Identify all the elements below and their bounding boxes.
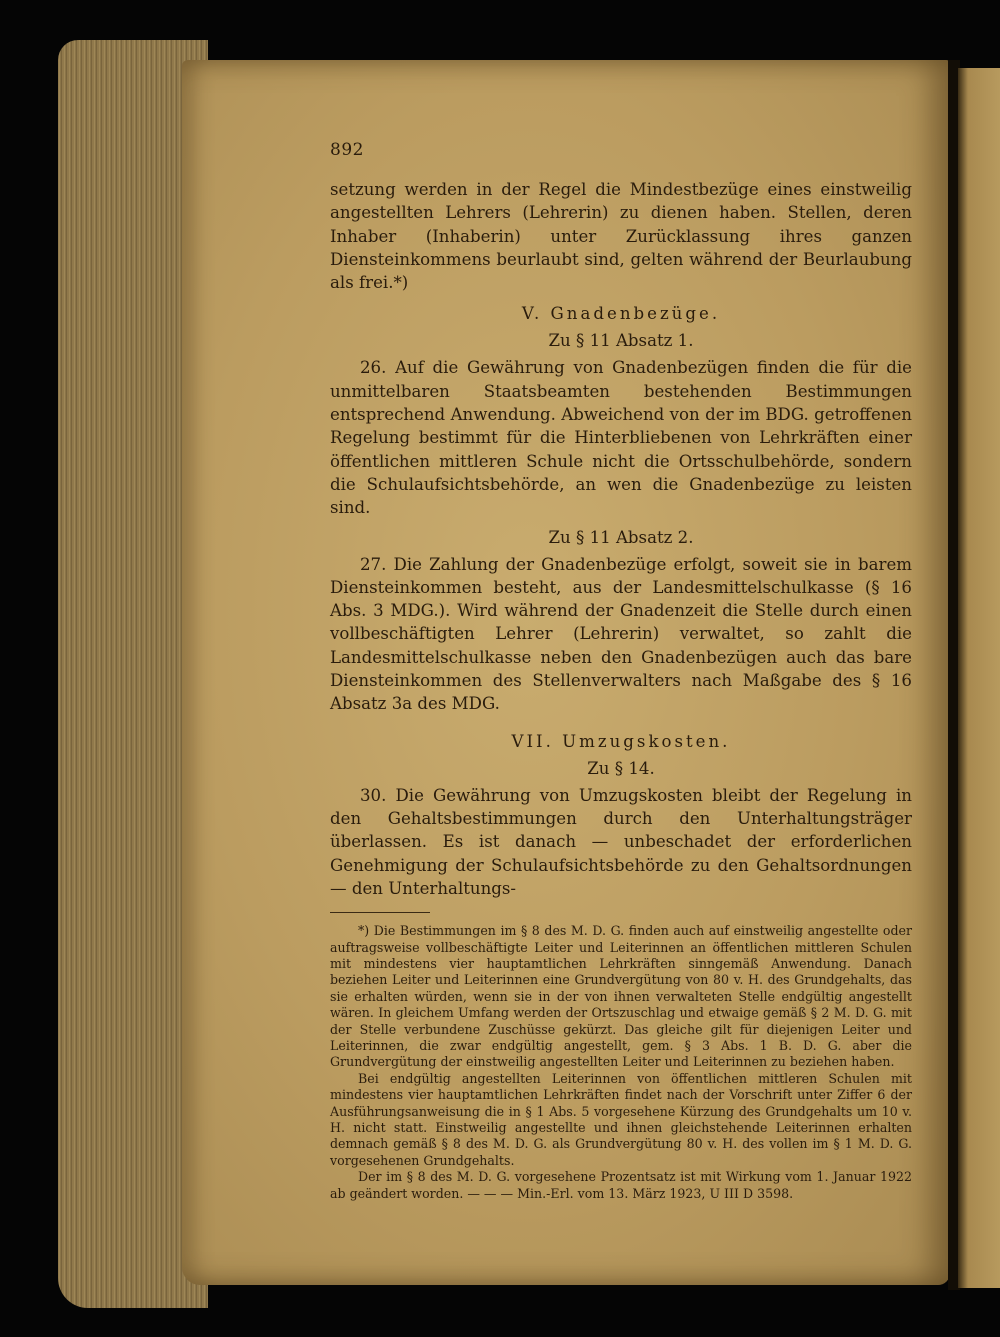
section-v-subheading-1: Zu § 11 Absatz 1. [548,331,694,351]
page-content [330,140,912,1202]
footnote-divider [330,912,430,913]
intro-paragraph: setzung werden in der Regel die Mindestbezüge eines einstweilig angestellten Lehrers (Lehrerin) zu dienen haben. Stellen, deren Inhaber (Inhaberin) unter Zurücklassung ihres ganzen Diensteinkommens beurlaubt sind, gelten während der Beurlaubung als frei.*) [330,180,912,293]
paragraph-26: 26. Auf die Gewährung von Gnadenbezügen finden die für die unmittelbaren Staatsbeamten bestehenden Bestimmungen entsprechend Anwendung. Abweichend von der im BDG. getroffenen Regelung bestimmt für die Hinterbliebenen von Lehrkräften einer öffentlichen mittleren Schule nicht die Ortsschulbehörde, sondern die Schulaufsichtsbehörde, an wen die Gnadenbezüge zu leisten sind. [330,358,912,518]
footnote-1: *) Die Bestimmungen im § 8 des M. D. G. finden auch auf einstweilig angestellte oder auftragsweise vollbeschäftigte Leiter und Leiterinnen an öffentlichen mittleren Schulen mit mindestens vier hauptamtlichen Lehrkräften sinngemäß Anwendung. Danach beziehen Leiter und Leiterinnen eine Grundvergütung von 80 v. H. des Grundgehalts, das sie erhalten würden, wenn sie in der von ihnen verwalteten Stelle endgültig angestellt wären. In gleichem Umfang werden der Ortszuschlag und etwaige gemäß § 2 M. D. G. mit der Stelle verbundene Zuschüsse gekürzt. Das gleiche gilt für diejenigen Leiter und Leiterinnen, die zwar endgültig angestellt, gem. § 3 Abs. 1 B. D. G. aber die Grundvergütung der einstweilig angestellten Leiter und Leiterinnen zu beziehen haben. [330,923,912,1070]
footnote-2: Bei endgültig angestellten Leiterinnen von öffentlichen mittleren Schulen mit mindestens vier hauptamtlichen Lehrkräften findet nach der Vorschrift unter Ziffer 6 der Ausführungsanweisung die in § 1 Abs. 5 vorgesehene Kürzung des Grundgehalts um 10 v. H. nicht statt. Einstweilig angestellte und ihnen gleichstehende Leiterinnen erhalten demnach gemäß § 8 des M. D. G. als Grundvergütung 80 v. H. des vollen im § 1 M. D. G. vorgesehenen Grundgehalts. [330,1070,912,1168]
paragraph-30: 30. Die Gewährung von Umzugskosten bleibt der Regelung in den Gehaltsbestimmungen durch den Unterhaltungsträger überlassen. Es ist danach — unbeschadet der erforderlichen Genehmigung der Schulaufsichtsbehörde zu den Gehaltsordnungen — den Unterhaltungs- [330,785,912,898]
page-number: 892 [330,140,364,160]
section-vii-heading: VII. Umzugskosten. [511,731,731,751]
paragraph-27: 27. Die Zahlung der Gnadenbezüge erfolgt, soweit sie in barem Diensteinkommen besteht, aus der Landesmittelschulkasse (§ 16 Abs. 3 MDG.). Wird während der Gnadenzeit die Stelle durch einen vollbeschäftigten Lehrer (Lehrerin) verwaltet, so zahlt die Landesmittelschulkasse neben den Gnadenbezügen auch das bare Diensteinkommen des Stellenverwalters nach Maßgabe des § 16 Absatz 3a des MDG. [330,554,912,714]
section-v-subheading-2: Zu § 11 Absatz 2. [548,527,694,547]
adjacent-page-edge [958,68,1000,1288]
section-v-heading: V. Gnadenbezüge. [521,304,721,324]
section-vii-subheading: Zu § 14. [587,758,655,778]
footnote-3: Der im § 8 des M. D. G. vorgesehene Prozentsatz ist mit Wirkung vom 1. Januar 1922 ab geändert worden. — — — Min.-Erl. vom 13. März 1923, U III D 3598. [330,1169,912,1201]
